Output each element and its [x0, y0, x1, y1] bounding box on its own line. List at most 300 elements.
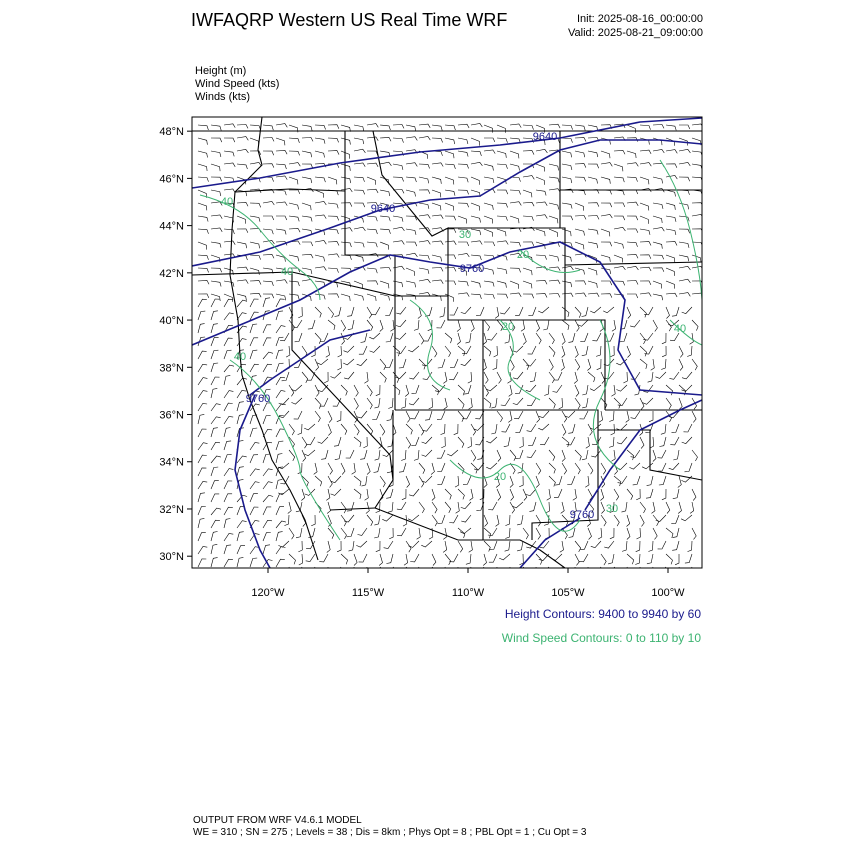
wind-barb — [412, 385, 420, 394]
wind-barb — [198, 559, 206, 567]
wind-barb — [601, 502, 605, 514]
wind-barb — [562, 229, 571, 236]
wind-barb — [656, 515, 666, 522]
wind-barb — [544, 385, 549, 396]
wind-barb — [685, 463, 693, 472]
wind-barb — [575, 554, 579, 565]
wind-barb — [406, 281, 416, 287]
wind-barb — [666, 307, 670, 319]
wind-barb — [675, 554, 679, 565]
wind-barb — [573, 567, 577, 578]
wind-barb — [354, 554, 357, 566]
wind-barb — [640, 515, 644, 526]
wind-barb — [211, 324, 218, 333]
wind-barb — [523, 333, 526, 345]
wind-barb — [419, 228, 430, 232]
wind-barb — [406, 137, 417, 141]
wind-barb — [393, 346, 400, 356]
wind-barb — [406, 216, 417, 220]
wind-barb — [276, 521, 286, 528]
wind-barb — [458, 190, 469, 194]
wind-barb — [666, 125, 676, 130]
wind-barb — [450, 359, 458, 367]
wind-barb — [469, 398, 473, 409]
wind-barb — [461, 502, 471, 509]
wind-barb — [367, 320, 373, 331]
wind-barb — [497, 268, 507, 274]
wind-barb — [536, 515, 541, 526]
height-contour-label: 9640 — [532, 131, 558, 143]
wind-barb — [393, 241, 404, 245]
wind-barb — [211, 311, 218, 320]
wind-barb — [549, 372, 554, 383]
wind-barb — [361, 333, 368, 343]
wind-barb — [432, 190, 441, 197]
wind-barb — [198, 268, 209, 273]
wind-barb — [432, 502, 437, 513]
wind-barb — [519, 554, 523, 565]
wind-barb — [553, 385, 563, 392]
wind-barb — [374, 515, 380, 525]
wind-barb — [458, 177, 468, 182]
wind-barb — [568, 333, 575, 342]
wind-barb — [546, 502, 550, 513]
wind-barb — [640, 267, 651, 271]
lon-tick-label: 115°W — [351, 587, 385, 599]
wind-barb — [640, 203, 649, 211]
wind-barb — [276, 404, 286, 411]
wind-barb — [555, 476, 562, 485]
field-label-height: Height (m) — [195, 65, 247, 77]
wind-barb — [528, 307, 536, 316]
wind-barb — [549, 280, 560, 284]
wind-barb — [321, 450, 328, 459]
wind-barb — [666, 203, 675, 210]
wind-barb — [263, 364, 272, 372]
wind-barb — [575, 151, 585, 157]
wind-barb — [614, 164, 623, 171]
wind-barb — [455, 476, 459, 487]
wind-barb — [315, 190, 324, 198]
wind-barb — [371, 307, 380, 315]
wind-barb — [587, 359, 590, 371]
wind-barb — [211, 268, 222, 272]
wind-barb — [562, 164, 572, 170]
wind-barb — [510, 502, 515, 513]
wind-barb — [276, 350, 283, 359]
wind-barb — [653, 203, 663, 209]
wind-contour-label: 40 — [280, 266, 294, 278]
wind-barb — [211, 228, 222, 232]
wind-barb — [289, 554, 296, 564]
wind-barb — [438, 359, 445, 368]
wind-barb — [559, 398, 563, 409]
wind-barb — [406, 253, 417, 257]
wind-barb — [497, 281, 506, 288]
wind-barb — [250, 455, 258, 463]
wind-barb — [627, 190, 638, 194]
wind-contour-label: 40 — [233, 351, 247, 363]
wind-contour-label: 20 — [493, 471, 507, 483]
wind-barb — [380, 359, 386, 370]
wind-barb — [376, 541, 380, 552]
wind-barb — [590, 307, 601, 313]
wind-barb — [549, 450, 555, 461]
wind-barb — [263, 469, 273, 476]
wind-barb — [562, 151, 572, 157]
wind-barb — [411, 437, 419, 446]
wind-barb — [304, 450, 315, 456]
wind-barb — [302, 216, 312, 222]
wind-barb — [276, 190, 286, 195]
wind-barb — [445, 164, 455, 169]
wind-barb — [354, 255, 363, 262]
wind-barb — [458, 253, 469, 257]
wind-barb — [341, 320, 346, 331]
wind-barb — [614, 489, 619, 500]
wind-barb — [666, 268, 674, 276]
wind-barb — [393, 138, 404, 143]
wind-barb — [670, 437, 679, 445]
wind-barb — [640, 242, 651, 246]
wind-barb — [396, 320, 406, 327]
wind-barb — [314, 463, 317, 474]
wind-barb — [562, 424, 566, 436]
wind-barb — [471, 162, 482, 166]
wind-barb — [224, 494, 232, 502]
wind-barb — [642, 463, 653, 469]
wind-barb — [198, 324, 205, 333]
wind-barb — [211, 428, 218, 437]
wind-barb — [536, 164, 545, 172]
wind-barb — [471, 138, 480, 146]
wind-barb — [276, 229, 286, 235]
wind-barb — [601, 515, 606, 526]
wind-barb — [510, 359, 514, 370]
wind-barb — [549, 177, 559, 182]
wind-barb — [401, 398, 406, 408]
wind-barb — [198, 255, 209, 260]
wind-barb — [684, 424, 693, 432]
wind-barb — [596, 346, 601, 356]
wind-barb — [521, 320, 525, 331]
wind-barb — [614, 266, 625, 270]
wind-barb — [250, 443, 259, 451]
init-time: Init: 2025-08-16_00:00:00 — [577, 13, 703, 25]
wind-barb — [562, 266, 573, 270]
wind-barb — [529, 502, 536, 511]
wind-barb — [211, 544, 217, 554]
wind-barb — [276, 311, 283, 320]
wind-barb — [276, 479, 282, 489]
wind-barb — [588, 268, 597, 275]
wind-barb — [588, 242, 598, 248]
wind-barb — [471, 177, 479, 185]
wind-barb — [505, 528, 510, 539]
height-contour-label: 9760 — [569, 509, 595, 521]
wind-barb — [461, 359, 471, 366]
wind-barb — [276, 176, 287, 180]
wind-barb — [198, 414, 204, 424]
wind-barb — [367, 229, 377, 234]
wind-barb — [601, 398, 607, 409]
wind-barb — [627, 346, 631, 358]
wind-barb — [432, 280, 443, 284]
wind-barb — [673, 489, 679, 499]
wind-barb — [224, 313, 234, 320]
wind-barb — [367, 189, 378, 193]
wind-barb — [237, 546, 245, 554]
lon-tick-label: 100°W — [651, 587, 685, 599]
lon-tick-label: 120°W — [251, 587, 285, 599]
lat-tick-label: 48°N — [159, 126, 184, 139]
wind-barb — [346, 450, 354, 458]
wind-barb — [500, 307, 510, 314]
wind-barb — [388, 437, 394, 447]
wind-barb — [497, 241, 508, 245]
wind-barb — [536, 294, 547, 298]
wind-barb — [341, 164, 350, 171]
wind-barb — [276, 547, 286, 554]
wind-barb — [211, 281, 221, 287]
wind-barb — [445, 554, 451, 565]
wind-barb — [237, 164, 247, 169]
wind-barb — [528, 346, 536, 354]
wind-barb — [523, 216, 534, 221]
wind-barb — [250, 428, 257, 437]
wind-barb — [276, 337, 283, 346]
wind-barb — [554, 489, 562, 497]
wind-barb — [565, 411, 575, 417]
wind-barb — [515, 307, 523, 315]
wind-barb — [409, 541, 420, 547]
wind-barb — [575, 164, 586, 168]
wind-barb — [497, 229, 506, 236]
wind-barb — [458, 489, 464, 499]
wind-barb — [432, 268, 443, 272]
wind-barb — [198, 481, 207, 489]
wind-barb — [278, 541, 289, 547]
wind-barb — [601, 190, 612, 194]
wind-barb — [286, 346, 290, 357]
wind-barb — [276, 326, 285, 333]
wind-barb — [645, 346, 654, 354]
wind-barb — [692, 164, 702, 170]
wind-barb — [445, 346, 451, 357]
wind-barb — [692, 151, 702, 156]
wind-barb — [588, 229, 598, 235]
wind-barb — [388, 502, 393, 512]
wind-barb — [237, 242, 247, 248]
wind-barb — [640, 163, 651, 167]
wind-barb — [302, 254, 313, 258]
wind-barb — [360, 450, 367, 459]
wind-barb — [294, 411, 302, 419]
wind-barb — [276, 454, 282, 464]
wind-barb — [497, 450, 501, 462]
wind-barb — [476, 307, 484, 315]
wind-barb — [331, 476, 341, 483]
wind-barb — [327, 541, 330, 553]
wind-barb — [308, 320, 315, 329]
wind-barb — [250, 350, 257, 359]
wind-barb — [445, 177, 454, 185]
wind-barb — [653, 528, 657, 539]
wind-barb — [237, 267, 248, 271]
wind-barb — [443, 541, 447, 552]
wind-barb — [298, 424, 302, 435]
wind-barb — [549, 463, 555, 473]
wind-barb — [679, 242, 689, 248]
wind-barb — [440, 307, 445, 317]
wind-barb — [510, 268, 521, 272]
wind-barb — [198, 203, 207, 210]
wind-contour-label: 20 — [516, 249, 530, 261]
wind-barb — [354, 138, 364, 144]
wind-barb — [328, 320, 335, 330]
wind-barb — [276, 363, 284, 372]
wind-barb — [510, 450, 516, 461]
wind-barb — [437, 463, 445, 472]
wind-barb — [486, 385, 497, 391]
wind-barb — [354, 424, 359, 435]
wind-barb — [341, 294, 350, 301]
wind-barb — [486, 437, 497, 443]
wind-barb — [484, 203, 493, 210]
wind-barb — [237, 216, 246, 224]
lat-tick-label: 36°N — [159, 409, 184, 422]
wind-barb — [450, 307, 458, 315]
wind-barb — [666, 320, 671, 331]
wind-barb — [399, 463, 406, 472]
wind-barb — [458, 437, 464, 448]
wind-barb — [211, 481, 219, 489]
height-contour-label: 9760 — [459, 263, 485, 275]
wind-barb — [501, 398, 510, 406]
wind-barb — [666, 385, 673, 395]
wind-barb — [614, 227, 625, 231]
wind-barb — [682, 385, 693, 391]
wind-barb — [405, 385, 408, 397]
wind-barb — [679, 279, 690, 283]
wind-barb — [523, 151, 534, 155]
wind-barb — [633, 476, 640, 485]
wind-barb — [198, 507, 206, 516]
wind-barb — [538, 424, 549, 430]
wind-barb — [653, 149, 664, 153]
wind-barb — [516, 450, 524, 459]
wind-barb — [484, 515, 488, 527]
wind-barb — [692, 320, 698, 331]
wind-barb — [508, 411, 512, 422]
wind-barb — [514, 411, 523, 419]
wind-barb — [445, 255, 456, 259]
wind-barb — [354, 190, 365, 194]
wind-barb — [662, 489, 666, 500]
wind-barb — [291, 398, 302, 404]
wind-barb — [627, 450, 634, 460]
wind-barb — [250, 255, 261, 260]
wind-barb — [640, 229, 650, 235]
wind-barb — [263, 520, 272, 528]
wind-barb — [414, 450, 419, 460]
wind-barb — [406, 411, 410, 422]
wind-barb — [471, 463, 477, 473]
wind-barb — [363, 437, 367, 448]
wind-barb — [432, 489, 435, 501]
wind-barb — [536, 202, 547, 206]
wind-barb — [471, 229, 481, 235]
wind-barb — [462, 346, 471, 354]
wind-barb — [211, 508, 221, 515]
wind-barb — [198, 391, 207, 398]
wind-barb — [250, 558, 257, 567]
wind-barb — [445, 151, 454, 158]
wind-barb — [354, 177, 365, 182]
wind-barb — [592, 333, 601, 341]
wind-barb — [653, 125, 664, 129]
wind-contour-label: 30 — [458, 229, 472, 241]
wind-barb — [679, 149, 690, 153]
wind-barb — [493, 359, 497, 370]
wind-barb — [536, 177, 545, 185]
wind-barb — [579, 554, 588, 562]
wind-barb — [585, 476, 589, 487]
wind-barb — [580, 333, 588, 342]
wind-barb — [512, 502, 523, 508]
wind-barb — [626, 411, 629, 422]
wind-barb — [640, 255, 651, 259]
wind-barb — [358, 528, 368, 535]
wind-barb — [601, 203, 612, 207]
wind-barb — [627, 229, 638, 233]
wind-barb — [406, 567, 412, 578]
wind-barb — [364, 372, 368, 383]
wind-barb — [549, 359, 553, 370]
wind-barb — [341, 333, 345, 345]
wind-barb — [679, 190, 690, 195]
wind-barb — [588, 293, 599, 297]
wind-barb — [315, 398, 321, 409]
wind-barb — [437, 411, 445, 419]
wind-barb — [443, 528, 447, 539]
field-label-wind-speed: Wind Speed (kts) — [195, 78, 280, 90]
wind-barb — [315, 151, 325, 158]
wind-barb — [682, 372, 692, 379]
wind-barb — [211, 164, 220, 171]
wind-barb — [447, 450, 458, 456]
wind-barb — [444, 567, 448, 578]
wind-barb — [302, 437, 307, 448]
wind-barb — [601, 163, 612, 167]
wind-barb — [575, 242, 584, 249]
wind-barb — [367, 177, 376, 185]
wind-barb — [651, 359, 655, 370]
wind-barb — [666, 528, 673, 538]
wind-barb — [432, 346, 437, 357]
wind-barb — [198, 229, 209, 234]
wind-barb — [375, 450, 380, 460]
wind-barb — [341, 424, 347, 435]
wind-barb — [341, 528, 347, 539]
wind-barb — [588, 424, 592, 435]
wind-barb — [337, 359, 341, 370]
wind-barb — [318, 385, 328, 392]
wind-barb — [573, 489, 577, 500]
wind-barb — [512, 346, 523, 352]
wind-barb — [666, 176, 677, 180]
wind-barb — [289, 281, 299, 286]
